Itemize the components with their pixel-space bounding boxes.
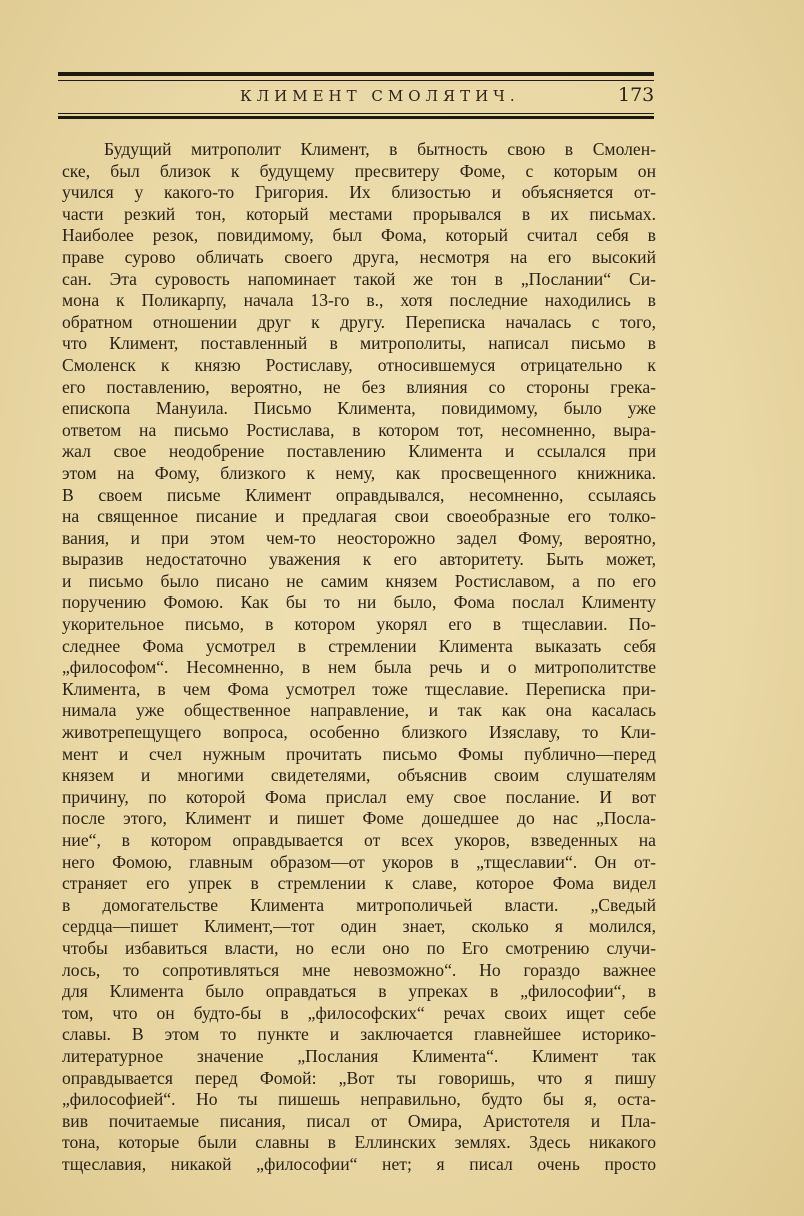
text-line: страняет его упрек в стремлении к славе, которое Фома видел <box>62 873 656 894</box>
text-line: сан. Эта суровость напоминает такой же тон в „Послании“ Си- <box>62 268 656 289</box>
text-line: чтобы избавиться власти, но если оно по Его смотрению случи- <box>62 937 656 958</box>
text-line: причину, по которой Фома прислал ему свое послание. И вот <box>62 786 656 807</box>
text-line: князем и многими свидетелями, объяснив своим слушателям <box>62 765 656 786</box>
text-line: нимала уже общественное направление, и так как она касалась <box>62 700 656 721</box>
text-line: славы. В этом то пункте и заключается главнейшее историко- <box>62 1024 656 1045</box>
text-line: вания, и при этом чем-то неосторожно задел Фому, вероятно, <box>62 527 656 548</box>
text-line: „философией“. Но ты пишешь неправильно, будто бы я, оста- <box>62 1089 656 1110</box>
text-line: выразив недостаточно уважения к его авторитету. Быть может, <box>62 549 656 570</box>
text-line: сердца—пишет Климент,—тот один знает, сколько я молился, <box>62 916 656 937</box>
text-line: мент и счел нужным прочитать письмо Фомы публично—перед <box>62 743 656 764</box>
text-line: него Фомою, главным образом—от укоров в „тщеславии“. Он от- <box>62 851 656 872</box>
header-rule-thick <box>58 72 654 76</box>
text-line: Будущий митрополит Климент, в бытность свою в Смолен- <box>104 139 656 159</box>
text-line: ние“, в котором оправдывается от всех укоров, взведенных на <box>62 830 656 850</box>
text-line: поручению Фомою. Как бы то ни было, Фома послал Клименту <box>62 592 656 613</box>
text-line: жал свое неодобрение поставлению Климента и ссылался при <box>62 441 656 462</box>
text-line: следнее Фома усмотрел в стремлении Климента выказать себя <box>62 635 656 656</box>
text-line: тщеславия, никакой „философии“ нет; я писал очень просто <box>62 1153 656 1174</box>
header-rule-thin <box>58 80 654 81</box>
text-line: тона, которые были славны в Еллинских землях. Здесь никакого <box>62 1132 656 1153</box>
text-line: что Климент, поставленный в митрополиты, написал письмо в <box>62 333 656 354</box>
text-line: его поставлению, вероятно, не без влияния со стороны грека- <box>62 376 656 397</box>
text-line: ответом на письмо Ростислава, в котором тот, несомненно, выра- <box>62 419 656 440</box>
header-rule-thin-lower <box>58 113 654 114</box>
text-line: „философом“. Несомненно, в нем была речь и о митрополитстве <box>62 657 656 678</box>
text-line: животрепещущего вопроса, особенно близкого Изяславу, то Кли- <box>62 722 656 743</box>
text-line: литературное значение „Послания Климента“. Климент так <box>62 1045 656 1066</box>
text-line: вив почитаемые писания, писал от Омира, Аристотеля и Пла- <box>62 1110 656 1131</box>
text-line: части резкий тон, который местами прорывался в их письмах. <box>62 203 656 224</box>
text-line: в домогательстве Климента митрополичьей власти. „Сведый <box>62 894 656 915</box>
text-line: епископа Мануила. Письмо Климента, повидимому, было уже <box>62 398 656 419</box>
text-line: В своем письме Климент оправдывался, несомненно, ссылаясь <box>62 484 656 505</box>
text-line: том, что он будто-бы в „философских“ речах своих ищет себе <box>62 1002 656 1023</box>
text-line: и письмо было писано не самим князем Ростиславом, а по его <box>62 570 656 591</box>
text-line: мона к Поликарпу, начала 13-го в., хотя последние находились в <box>62 290 656 311</box>
page-number: 173 <box>618 84 655 106</box>
running-title: КЛИМЕНТ СМОЛЯТИЧ. <box>240 87 520 105</box>
text-line: праве сурово обличать своего друга, несмотря на его высокий <box>62 246 656 267</box>
text-line: обратном отношении друг к другу. Переписка началась с того, <box>62 311 656 332</box>
text-line: оправдывается перед Фомой: „Вот ты говоришь, что я пишу <box>62 1067 656 1088</box>
body-paragraph <box>62 139 656 1176</box>
text-line: Климента, в чем Фома усмотрел тоже тщеславие. Переписка при- <box>62 678 656 699</box>
text-line: Наиболее резок, повидимому, был Фома, который считал себя в <box>62 225 656 246</box>
header-rule-thick-lower <box>58 116 654 119</box>
text-line: укорительное письмо, в котором укорял его в тщеславии. По- <box>62 614 656 635</box>
text-line: после этого, Климент и пишет Фоме дошедшее до нас „Посла- <box>62 808 656 829</box>
text-line: Смоленск к князю Ростиславу, относившемуся отрицательно к <box>62 354 656 375</box>
text-line: ске, был близок к будущему пресвитеру Фоме, с которым он <box>62 160 656 181</box>
text-line: для Климента было оправдаться в упреках в „философии“, в <box>62 981 656 1002</box>
text-line: лось, то сопротивляться мне невозможно“. Но гораздо важнее <box>62 959 656 980</box>
text-line: учился у какого-то Григория. Их близостью и объясняется от- <box>62 182 656 203</box>
text-line: на священное писание и предлагая свои своеобразные его толко- <box>62 506 656 527</box>
text-line: этом на Фому, близкого к нему, как просвещенного книжника. <box>62 462 656 483</box>
